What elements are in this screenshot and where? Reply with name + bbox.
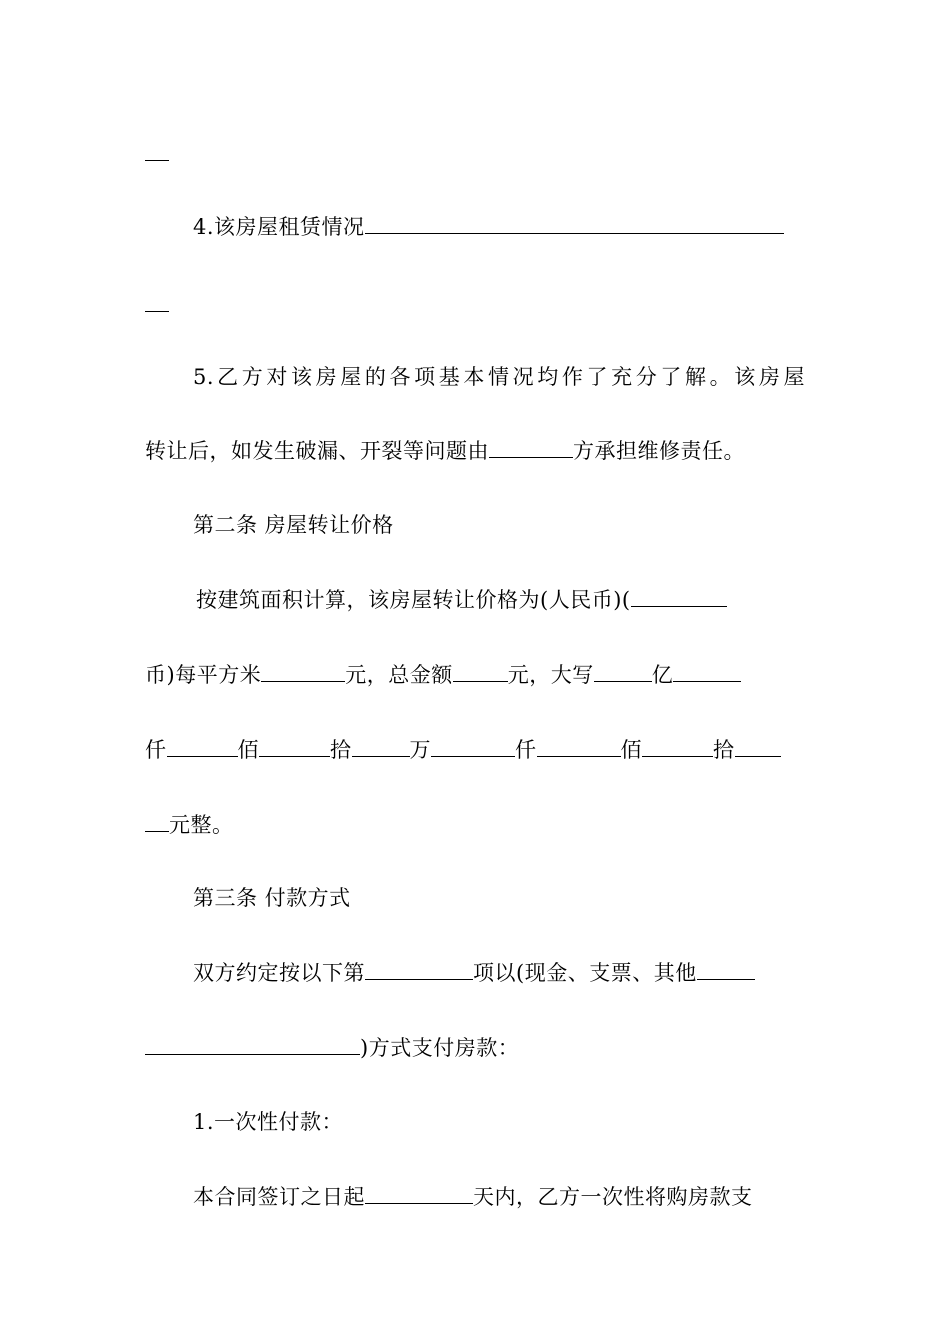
currency-blank xyxy=(631,586,727,607)
other-method-blank-b xyxy=(145,1034,360,1055)
shi-blank-1 xyxy=(259,736,330,757)
total-amount-label: 元，总金额 xyxy=(345,663,453,687)
yi-unit: 亿 xyxy=(651,663,674,687)
days-blank xyxy=(365,1183,473,1204)
item4-blank xyxy=(365,213,784,234)
lump-sum-line1 xyxy=(193,1182,805,1212)
other-method-blank-a xyxy=(697,959,755,980)
price-line3 xyxy=(145,735,805,765)
shi-blank-2 xyxy=(642,736,713,757)
item5-text-b: 方承担维修责任。 xyxy=(573,439,745,463)
price-per-sqm-label: 币)每平方米 xyxy=(145,663,262,687)
unit-bai-1: 佰 xyxy=(237,738,259,762)
unit-bai-2: 佰 xyxy=(620,738,642,762)
unit-qian-1: 仟 xyxy=(145,738,167,762)
price-line2 xyxy=(145,660,805,690)
wan-blank xyxy=(352,736,410,757)
yi-blank xyxy=(594,661,652,682)
payment-text-c: )方式支付房款： xyxy=(360,1036,520,1060)
payment-line1 xyxy=(193,958,805,988)
price-line4 xyxy=(145,810,805,840)
capital-label: 元，大写 xyxy=(507,663,594,687)
qian-blank-2 xyxy=(431,736,515,757)
payment-item-blank xyxy=(365,959,473,980)
trailing-blank-dash-2 xyxy=(145,311,169,312)
item5-line2 xyxy=(145,436,805,466)
yuan-zheng: 元整。 xyxy=(169,813,234,837)
unit-wan: 万 xyxy=(409,738,431,762)
lump-sum-text-a: 本合同签订之日起 xyxy=(193,1185,365,1209)
item4-label: 4.该房屋租赁情况 xyxy=(193,215,365,239)
item5-line1: 5.乙方对该房屋的各项基本情况均作了充分了解。该房屋 xyxy=(193,365,805,389)
item5-text-a: 转让后，如发生破漏、开裂等问题由 xyxy=(145,439,489,463)
yuan-blank-b xyxy=(145,811,169,832)
lump-sum-title: 1.一次性付款： xyxy=(193,1110,344,1134)
total-amount-blank xyxy=(453,661,508,682)
payment-text-b: 项以(现金、支票、其他 xyxy=(473,961,697,985)
article2-title: 第二条 房屋转让价格 xyxy=(193,513,394,537)
lump-sum-text-b: 天内，乙方一次性将购房款支 xyxy=(473,1185,753,1209)
item4-line xyxy=(193,212,805,242)
price-line1-text: 按建筑面积计算，该房屋转让价格为(人民币)( xyxy=(196,588,631,612)
repair-party-blank xyxy=(489,437,573,458)
article3-title: 第三条 付款方式 xyxy=(193,886,351,910)
unit-shi-2: 拾 xyxy=(713,738,735,762)
unit-qian-2: 仟 xyxy=(515,738,537,762)
price-line1 xyxy=(196,585,805,615)
payment-text-a: 双方约定按以下第 xyxy=(193,961,365,985)
qian-blank-1 xyxy=(673,661,741,682)
bai-blank-2 xyxy=(537,736,621,757)
bai-blank-1 xyxy=(167,736,238,757)
yuan-blank-a xyxy=(735,736,781,757)
payment-line2 xyxy=(145,1033,805,1063)
trailing-blank-dash-1 xyxy=(145,160,169,161)
unit-shi-1: 拾 xyxy=(330,738,352,762)
price-per-sqm-blank xyxy=(261,661,345,682)
